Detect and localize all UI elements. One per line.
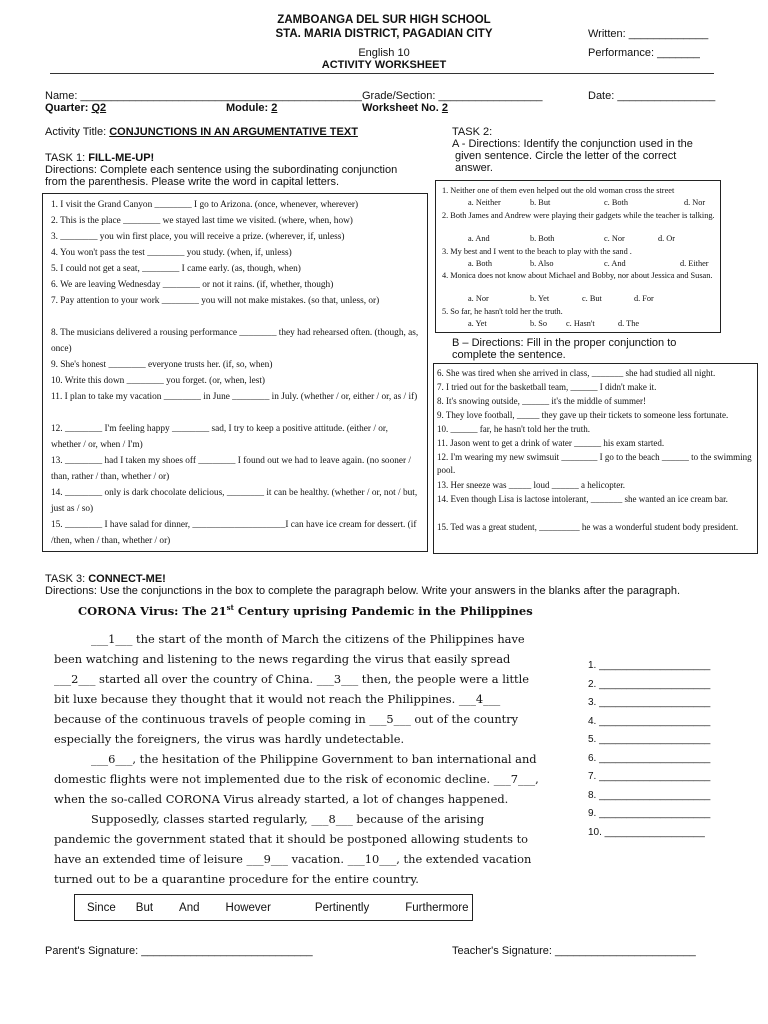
story-title-rest: Century uprising Pandemic in the Philippines <box>233 603 533 618</box>
answer-blank[interactable]: 6. ____________________ <box>588 753 711 764</box>
date-label: Date: <box>588 90 615 102</box>
task1-directions-1: Directions: Complete each sentence using the subordinating conjunction <box>45 164 398 176</box>
answer-blank[interactable]: 2. ____________________ <box>588 679 711 690</box>
task1-item: 9. She's honest ________ everyone trusts her. (if, so, when) <box>51 360 273 370</box>
task2b-item: 6. She was tired when she arrived in class, _______ she had studied all night. <box>437 368 716 378</box>
task1-item: 15. ________ I have salad for dinner, ____________________I can have ice cream for dessert. (if /then, when / than, whether / or) <box>51 520 417 546</box>
quarter-field <box>45 102 106 114</box>
task1-item: 2. This is the place ________ we stayed last time we visited. (where, when, how) <box>51 216 353 226</box>
choice[interactable]: d. The <box>618 319 640 328</box>
activity-title <box>45 126 358 138</box>
task2b-item: 14. Even though Lisa is lactose intolerant, _______ she wanted an ice cream bar. <box>437 494 728 504</box>
task1-heading <box>45 152 154 164</box>
module-value: 2 <box>271 102 278 114</box>
task2a-question: 5. So far, he hasn't told her the truth. <box>442 307 563 316</box>
teacher-signature-field[interactable]: Teacher's Signature: _______________________ <box>452 945 696 957</box>
conjunction-word-box <box>74 894 473 921</box>
task2a-directions-1: A - Directions: Identify the conjunction used in the <box>452 138 693 150</box>
paragraph-line: ___2___ started all over the country of China. ___3___ then, the people were a little <box>54 672 530 686</box>
task3-directions: Directions: Use the conjunctions in the box to complete the paragraph below. Write your answers in the blanks after the paragraph. <box>45 585 681 597</box>
subject-title: English 10 <box>358 47 410 59</box>
choice[interactable]: a. Nor <box>468 294 489 303</box>
choice[interactable]: b. Both <box>530 234 555 243</box>
task3-label: TASK 3: <box>45 573 86 585</box>
worksheet-field <box>362 102 448 114</box>
choice[interactable]: b. But <box>530 198 551 207</box>
parent-signature-field[interactable]: Parent's Signature: ____________________________ <box>45 945 313 957</box>
word-option: Pertinently <box>314 901 370 914</box>
task2-heading: TASK 2: <box>452 126 493 138</box>
task3-heading <box>45 573 166 585</box>
task2a-directions-2: given sentence. Circle the letter of the correct <box>455 150 677 162</box>
task1-item: 8. The musicians delivered a rousing performance ________ they had rehearsed often. (though, as, once) <box>51 328 419 354</box>
word-option: And <box>179 901 200 914</box>
task3-name: CONNECT-ME! <box>88 573 166 585</box>
task1-label: TASK 1: <box>45 152 86 164</box>
choice[interactable]: a. And <box>468 234 490 243</box>
story-title-sup: st <box>226 603 234 612</box>
task1-name: FILL-ME-UP! <box>88 152 155 164</box>
quarter-value: Q2 <box>91 102 107 114</box>
choice[interactable]: c. And <box>604 259 626 268</box>
word-option: But <box>135 901 154 914</box>
task2b-item: 12. I'm wearing my new swimsuit ________ I go to the beach ______ to the swimming pool. <box>437 452 752 475</box>
date-blank: ________________ <box>617 90 716 102</box>
task1-item: 6. We are leaving Wednesday ________ or not it rains. (if, whether, though) <box>51 280 334 290</box>
choice[interactable]: c. Nor <box>604 234 625 243</box>
paragraph-line: been watching and listening to the news regarding the virus that easily spread <box>54 652 511 666</box>
paragraph-line: have an extended time of leisure ___9___ vacation. ___10___, the extended vacation <box>54 852 532 866</box>
task2b-item: 11. Jason went to get a drink of water ______ his exam started. <box>437 438 665 448</box>
paragraph-line: ___6___, the hesitation of the Philippine Government to ban international and <box>91 752 537 766</box>
school-district: STA. MARIA DISTRICT, PAGADIAN CITY <box>275 28 493 40</box>
paragraph-line: domestic flights were not implemented due to the risk of economic decline. ___7___, <box>54 772 539 786</box>
choice[interactable]: a. Both <box>468 259 492 268</box>
school-name: ZAMBOANGA DEL SUR HIGH SCHOOL <box>277 14 491 26</box>
name-field[interactable] <box>45 90 362 102</box>
paragraph-line: because of the continuous travels of people coming in ___5___ out of the country <box>54 712 519 726</box>
task2b-directions-2: complete the sentence. <box>452 349 566 361</box>
task2a-question: 2. Both James and Andrew were playing their gadgets while the teacher is talking. <box>442 211 715 220</box>
task1-item: 5. I could not get a seat, ________ I came early. (as, though, when) <box>51 264 301 274</box>
grade-section-field[interactable] <box>362 90 542 102</box>
answer-blank[interactable]: 10. __________________ <box>588 827 705 838</box>
task2b-box <box>433 363 758 554</box>
task2b-item: 13. Her sneeze was _____ loud ______ a helicopter. <box>437 480 625 490</box>
task2b-item: 15. Ted was a great student, _________ he was a wonderful student body president. <box>437 522 739 532</box>
choice[interactable]: b. Yet <box>530 294 550 303</box>
task2a-question: 3. My best and I went to the beach to play with the sand . <box>442 247 632 256</box>
choice[interactable]: d. Either <box>680 259 709 268</box>
choice[interactable]: b. So <box>530 319 548 328</box>
paragraph-line: bit luxe because they thought that it would not reach the Philippines. ___4___ <box>54 692 501 706</box>
worksheet-type: ACTIVITY WORKSHEET <box>321 59 447 71</box>
choice[interactable]: a. Yet <box>468 319 487 328</box>
name-label: Name: <box>45 90 78 102</box>
date-field[interactable] <box>588 90 715 102</box>
word-option: Furthermore <box>405 901 469 914</box>
written-field[interactable]: Written: _____________ <box>588 28 709 40</box>
choice[interactable]: c. Hasn't <box>566 319 595 328</box>
quarter-label: Quarter: <box>45 102 89 114</box>
paragraph-line: turned out to be a quarantine procedure for the entire country. <box>54 872 419 886</box>
task1-item: 7. Pay attention to your work ________ you will not make mistakes. (so that, unless, or) <box>51 296 380 306</box>
task1-item: 13. ________ had I taken my shoes off ________ I found out we had to leave again. (no sooner / than, rather / than, whether / or) <box>51 456 412 482</box>
choice[interactable]: c. But <box>582 294 602 303</box>
grade-blank: _________________ <box>438 90 543 102</box>
choice[interactable]: a. Neither <box>468 198 501 207</box>
answer-blank[interactable]: 9. ____________________ <box>588 808 711 819</box>
answer-blank[interactable]: 8. ____________________ <box>588 790 711 801</box>
task2b-item: 7. I tried out for the basketball team, ______ I didn't make it. <box>437 382 657 392</box>
choice[interactable]: d. Or <box>658 234 676 243</box>
story-title <box>78 603 533 618</box>
task2b-item: 8. It's snowing outside, ______ it's the middle of summer! <box>437 396 646 406</box>
worksheet-label: Worksheet No. <box>362 102 439 114</box>
story-title-main: CORONA Virus: The 21 <box>78 603 227 618</box>
task1-item: 12. ________ I'm feeling happy ________ sad, I try to keep a positive attitude. (either / or, whether / or, when / I'm) <box>51 424 388 450</box>
choice[interactable]: d. Nor <box>684 198 706 207</box>
task1-item: 4. You won't pass the test ________ you study. (when, if, unless) <box>51 248 292 258</box>
task1-item: 11. I plan to take my vacation ________ in June ________ in July. (whether / or, either / or, as / if) <box>51 392 418 402</box>
task1-directions-2: from the parenthesis. Please write the word in capital letters. <box>45 176 340 188</box>
task1-item: 3. ________ you win first place, you will receive a prize. (wherever, if, unless) <box>51 232 345 242</box>
answer-blank[interactable]: 3. ____________________ <box>588 697 711 708</box>
task2a-question: 1. Neither one of them even helped out the old woman cross the street <box>442 186 675 195</box>
answer-blank[interactable]: 7. ____________________ <box>588 771 711 782</box>
module-label: Module: <box>226 102 269 114</box>
performance-field[interactable]: Performance: _______ <box>588 47 700 59</box>
task1-item: 1. I visit the Grand Canyon ________ I go to Arizona. (once, whenever, wherever) <box>51 200 359 210</box>
paragraph-line: pandemic the government stated that it should be postponed allowing students to <box>54 832 529 846</box>
word-option: However <box>225 901 271 914</box>
name-blank: ______________________________________________ <box>80 90 362 102</box>
header-divider <box>50 73 714 74</box>
activity-title-label: Activity Title: <box>45 126 107 138</box>
task2a-question: 4. Monica does not know about Michael and Bobby, nor about Jessica and Susan. <box>442 271 713 280</box>
choice[interactable]: d. For <box>634 294 654 303</box>
answer-blank[interactable]: 4. ____________________ <box>588 716 711 727</box>
task1-item: 14. ________ only is dark chocolate delicious, ________ it can be healthy. (whether / or, not / but, just as / so) <box>51 488 418 514</box>
worksheet-value: 2 <box>441 102 448 114</box>
activity-title-value: CONJUNCTIONS IN AN ARGUMENTATIVE TEXT <box>109 126 358 138</box>
task2b-item: 9. They love football, _____ they gave up their tickets to someone less fortunate. <box>437 410 729 420</box>
paragraph-line: especially the foreigners, the virus was hardly undetectable. <box>54 732 405 746</box>
task2b-directions-1: B – Directions: Fill in the proper conjunction to <box>452 337 677 349</box>
module-field <box>226 102 277 114</box>
word-option: Since <box>87 901 116 914</box>
grade-label: Grade/Section: <box>362 90 436 102</box>
task2a-directions-3: answer. <box>455 162 493 174</box>
answer-blank[interactable]: 1. ____________________ <box>588 660 711 671</box>
choice[interactable]: b. Also <box>530 259 554 268</box>
paragraph-line: when the so-called CORONA Virus already started, a lot of changes happened. <box>54 792 509 806</box>
task1-box <box>42 193 428 552</box>
paragraph-line: ___1___ the start of the month of March the citizens of the Philippines have <box>91 632 525 646</box>
choice[interactable]: c. Both <box>604 198 628 207</box>
answer-blank[interactable]: 5. ____________________ <box>588 734 711 745</box>
task2b-item: 10. ______ far, he hasn't told her the truth. <box>437 424 590 434</box>
task1-item: 10. Write this down ________ you forget. (or, when, lest) <box>51 376 266 386</box>
paragraph-line: Supposedly, classes started regularly, ___8___ because of the arising <box>91 812 485 826</box>
task2a-box <box>435 180 721 333</box>
